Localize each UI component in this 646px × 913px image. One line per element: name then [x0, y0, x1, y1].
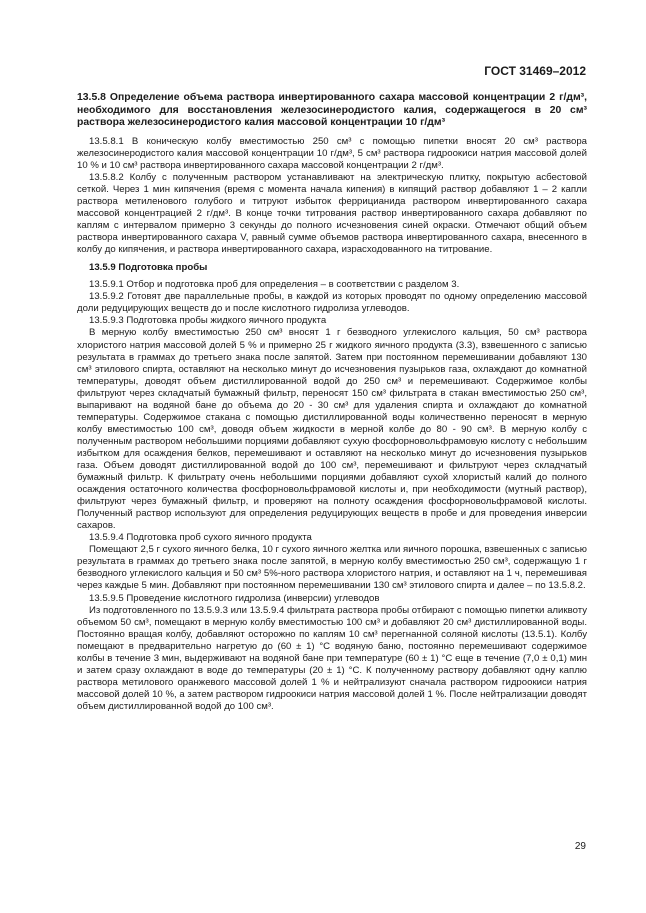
paragraph-13-5-9-4-heading: 13.5.9.4 Подготовка проб сухого яичного продукта: [89, 532, 312, 544]
page-number: 29: [574, 841, 586, 852]
paragraph-13-5-9-1: 13.5.9.1 Отбор и подготовка проб для определения – в соответствии с разделом 3.: [89, 279, 460, 291]
paragraph-13-5-9-3-heading: 13.5.9.3 Подготовка пробы жидкого яичного продукта: [89, 315, 327, 327]
paragraph-13-5-9-2: 13.5.9.2 Готовят две параллельные пробы, в каждой из которых проводят по одному определению массовой доли редуцирующих веществ до и после кислотного гидролиза углеводов.: [77, 291, 587, 315]
section-title: 13.5.8 Определение объема раствора инвертированного сахара массовой концентрации 2 г/дм³, необходимого для восстановления железосинеродистого калия, содержащегося в 20 см³ раствора железосинеродистого калия массовой концентрации 10 г/дм³: [77, 92, 587, 129]
paragraph-13-5-9-5-body: Из подготовленного по 13.5.9.3 или 13.5.9.4 фильтрата раствора пробы отбирают с помощью пипетки аликвоту объемом 50 см³, помещают в мерную колбу вместимостью 100 см³ и добавляют 20 см³ дистиллированной воды. Постоянно вращая колбу, добавляют осторожно по каплям 10 см³ перегнанной соляной кислоты (13.5.1). Колбу помещают в предварительно нагретую до (60 ± 1) °С водяную баню, постоянно перемешивают содержимое колбы в течение 3 мин, выдерживают на водяной бане при температуре (60 ± 1) °С еще в течение (7,0 ± 0,1) мин и затем сразу охлаждают в воде до температуры (20 ± 1) °С. К полученному раствору добавляют одну каплю раствора метилового оранжевого массовой долей 1 % и нейтрализуют сначала раствором гидроокиси натрия массовой долей 10 %, а затем раствором гидроокиси натрия массовой долей 1 %. После нейтрализации доводят объем дистиллированной водой до 100 см³.: [77, 604, 587, 712]
subsection-title: 13.5.9 Подготовка пробы: [89, 262, 208, 274]
paragraph-13-5-8-1: 13.5.8.1 В коническую колбу вместимостью 250 см³ с помощью пипетки вносят 20 см³ раствора железосинеродистого калия массовой концентрации 10 г/дм³, 5 см³ раствора гидроокиси натрия массовой долей 10 % и 10 см³ раствора инвертированного сахара массовой концентрации 2 г/дм³.: [77, 135, 587, 171]
paragraph-13-5-9-5-heading: 13.5.9.5 Проведение кислотного гидролиза (инверсии) углеводов: [89, 592, 380, 604]
paragraph-13-5-8-2: 13.5.8.2 Колбу с полученным раствором устанавливают на электрическую плитку, покрытую асбестовой сеткой. Через 1 мин кипячения (время с момента начала кипения) в кипящий раствор добавляют 1 – 2 капли раствора метиленового голубого и титруют избыток феррицианида раствором инвертированного сахара массовой концентрацией 2 г/дм³. В конце точки титрования раствор инвертированного сахара добавляют по каплям с интервалом примерно 3 секунды до полного исчезновения синей окраски. Отмечают общий объем раствора инвертированного сахара V, равный сумме объемов раствора инвертированного сахара, внесенного в колбу до кипячения, и раствора инвертированного сахара, израсходованного на титрование.: [77, 171, 587, 256]
document-body: [77, 92, 587, 713]
paragraph-13-5-9-4-body: Помещают 2,5 г сухого яичного белка, 10 г сухого яичного желтка или яичного порошка, взвешенных с записью результата в граммах до третьего знака после запятой, в мерную колбу вместимостью 250 см³, содержащую 1 г безводного углекислого кальция и 50 см³ 5%-ного раствора хлористого натрия, и оставляют на 1 ч, перемешивая через каждые 5 мин. Добавляют при постоянном перемешивании 130 см³ этилового спирта и далее – по 13.5.8.2.: [77, 544, 587, 592]
paragraph-13-5-9-3-body: В мерную колбу вместимостью 250 см³ вносят 1 г безводного углекислого кальция, 50 см³ раствора хлористого натрия массовой долей 5 % и примерно 25 г жидкого яичного продукта (3.3), взвешенного с записью результата в граммах до третьего знака после запятой. Затем при постоянном перемешивании добавляют 130 см³ этилового спирта, оставляют на несколько минут до исчезновения пузырьков газа, охлаждают до комнатной температуры, доводят объем дистиллированной водой до 250 см³ и перемешивают. Содержимое колбы фильтруют через складчатый бумажный фильтр, переносят 150 см³ фильтрата в стакан вместимостью 250 см³, выпаривают на водяной бане до объема до 20 - 30 см³ для удаления спирта и охлаждают до комнатной температуры. Содержимое стакана с помощью дистиллированной воды количественно переносят в мерную колбу вместимостью 100 см³, доводя объем жидкости в мерной колбе до 80 - 90 см³. В мерную колбу с полученным раствором небольшими порциями добавляют сухую фосфорновольфрамовую кислоту с небольшим избытком для осаждения белков, перемешивают и оставляют на несколько минут до исчезновения пузырьков газа. Объем доводят дистиллированной водой до 100 см³, перемешивают и фильтруют через складчатый бумажный фильтр. К фильтрату очень небольшими порциями добавляют сухой хлористый калий до полного осаждения остаточного количества фосфорновольфрамовой кислоты и, при необходимости (мутный раствор), фильтруют через бумажный фильтр, и проверяют на полноту осаждения фосфорновольфрамовой кислоты. Полученный раствор используют для определения редуцирующих веществ в пробе и для проведения инверсии сахаров.: [77, 327, 587, 532]
document-standard-id: ГОСТ 31469–2012: [484, 64, 586, 78]
